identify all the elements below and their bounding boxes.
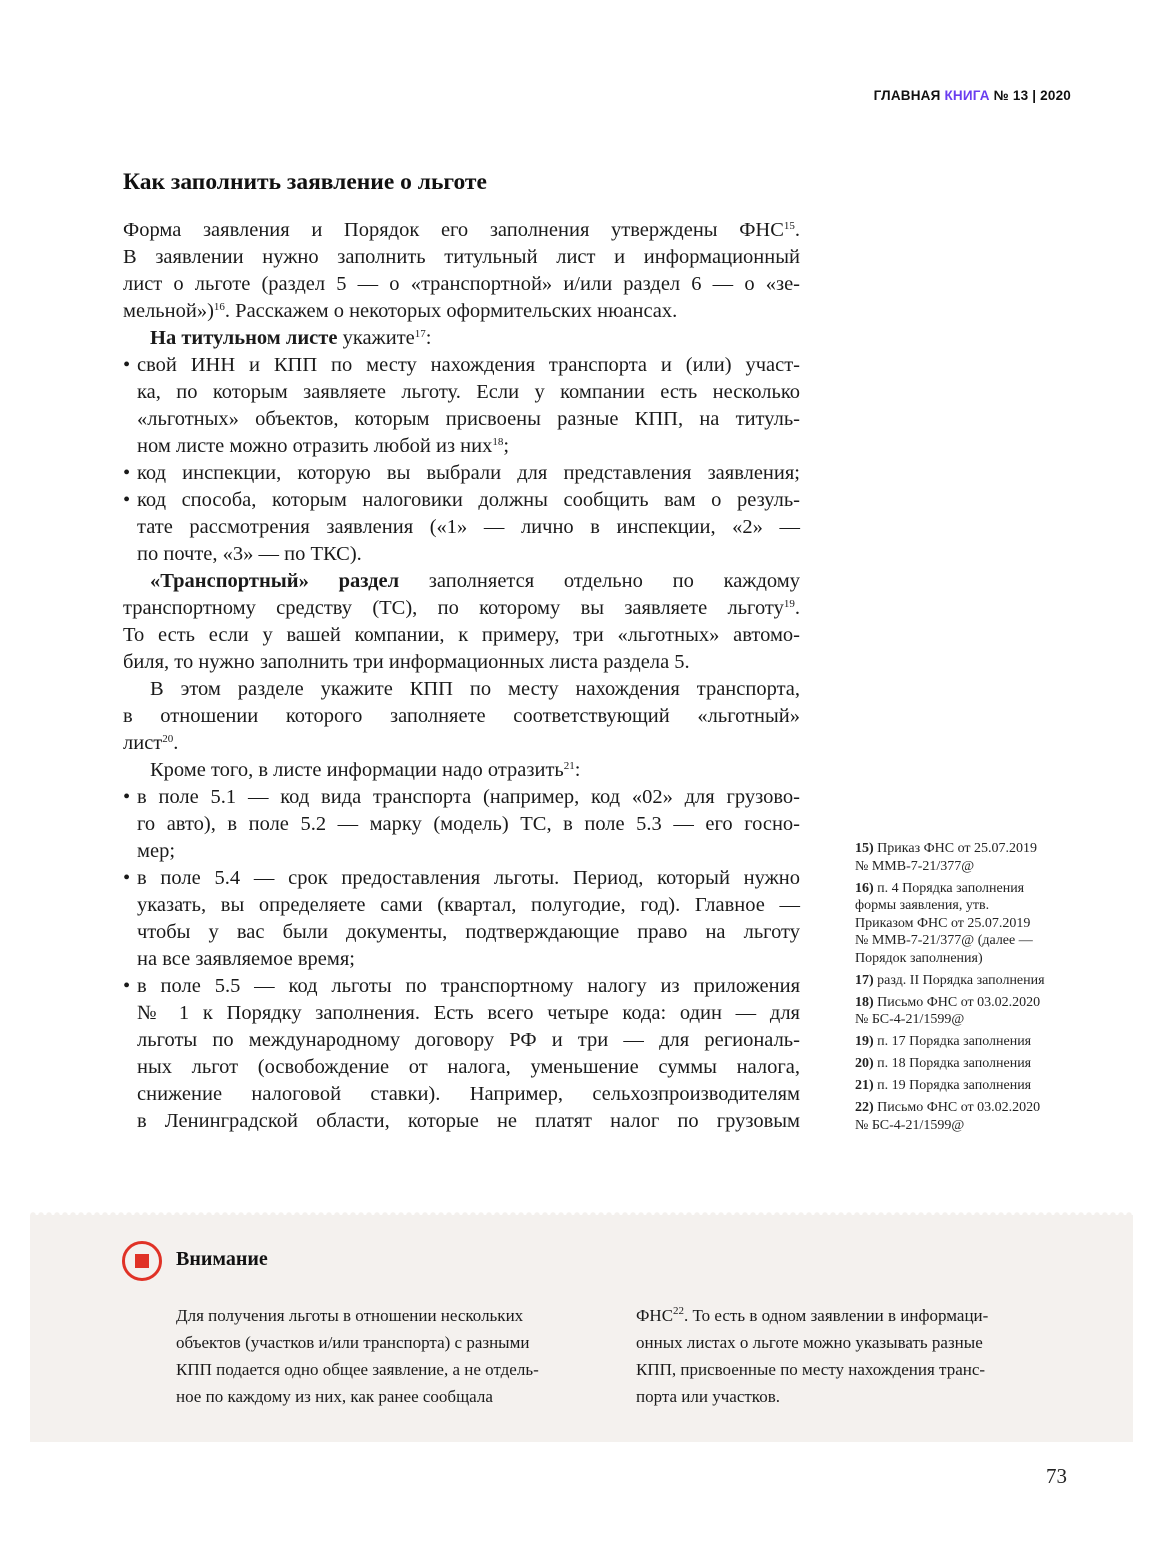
body-line [123, 865, 800, 892]
warning-line: порта или участков. [636, 1387, 780, 1406]
text-run: . [173, 732, 179, 754]
text-run: в отношении которого заполняете соответствующий «льготный» [123, 705, 800, 727]
text-run: по почте, «3» — по ТКС). [137, 543, 362, 565]
body-line [123, 460, 800, 487]
footnote-text: № ММВ-7-21/377@ (далее — [855, 933, 1033, 948]
text-run: № 1 к Порядку заполнения. Есть всего четыре кода: один — для [137, 1002, 800, 1024]
footnote [855, 880, 1080, 968]
body-line [123, 1054, 800, 1081]
warning-line: объектов (участков и/или транспорта) с разными [176, 1333, 530, 1352]
footnote [855, 1055, 1080, 1073]
body-line [123, 514, 800, 541]
footnote-text: формы заявления, утв. [855, 898, 990, 913]
body-line [123, 433, 800, 460]
footnote-text: п. 17 Порядка заполнения [877, 1034, 1032, 1049]
body-line [123, 217, 800, 244]
footnote-text: п. 4 Порядка заполнения [877, 880, 1025, 896]
footnote-number: 20) [855, 1056, 874, 1071]
body-line [123, 649, 800, 676]
text-run: лист [123, 732, 163, 754]
footnote-number: 15) [855, 841, 874, 856]
text-run: «льготных» объектов, которым присвоены разные КПП, на титуль- [137, 408, 800, 430]
body-line [123, 703, 800, 730]
footnote-text: п. 19 Порядка заполнения [877, 1078, 1032, 1093]
stop-icon [122, 1241, 162, 1281]
footnotes [855, 840, 1080, 1139]
brand-part-1: ГЛАВНАЯ [873, 88, 941, 103]
text-run: в поле 5.1 — код вида транспорта (например, код «02» для грузово- [137, 786, 800, 808]
footnote-number: 21) [855, 1078, 874, 1093]
footnote [855, 972, 1080, 990]
body-line [123, 622, 800, 649]
footnote-text: № БС-4-21/1599@ [855, 1012, 965, 1027]
footnote-text: Порядок заполнения) [855, 950, 983, 966]
page-number: 73 [1046, 1464, 1067, 1488]
text-run: ных льгот (освобождение от налога, уменьшение суммы налога, [137, 1056, 800, 1078]
footnote-text: разд. II Порядка заполнения [877, 972, 1045, 988]
warning-column-2 [636, 1302, 1066, 1410]
footnote-ref: 20 [162, 733, 174, 745]
warning-line: ное по каждому из них, как ранее сообщала [176, 1387, 493, 1406]
bullet-marker: • [123, 462, 131, 484]
text-run: . Расскажем о некоторых оформительских нюансах. [224, 300, 678, 322]
text-run: заполняется отдельно по каждому [399, 570, 800, 592]
footnote [855, 1033, 1080, 1051]
footnote-number: 16) [855, 880, 874, 896]
text-run: чтобы у вас были документы, подтверждающие право на льготу [137, 921, 800, 943]
text-run: указать, вы определяете сами (квартал, полугодие, год). Главное — [137, 894, 800, 916]
section-title: Как заполнить заявление о льготе [123, 169, 487, 195]
text-run: ка, по которым заявляете льготу. Если у компании есть несколько [137, 381, 800, 403]
warning-line: КПП подается одно общее заявление, а не отдель- [176, 1360, 539, 1379]
body-line [123, 946, 800, 973]
body-line [123, 784, 800, 811]
footnote-text: Приказ ФНС от 25.07.2019 [877, 841, 1038, 856]
body-line [123, 838, 800, 865]
text-run: свой ИНН и КПП по месту нахождения транспорта и (или) участ- [137, 354, 800, 376]
footnote-ref: 18 [492, 436, 504, 448]
text-run: в поле 5.4 — срок предоставления льготы. Период, который нужно [137, 867, 800, 889]
text-run: код способа, которым налоговики должны сообщить вам о резуль- [137, 489, 800, 511]
body-line [123, 244, 800, 271]
text-run: То есть если у вашей компании, к примеру, три «льготных» автомо- [123, 624, 800, 646]
bold-run: «Транспортный» раздел [150, 570, 400, 592]
bullet-marker: • [123, 354, 131, 376]
text-run: : [425, 327, 432, 349]
body-line [123, 730, 800, 757]
body-line [123, 271, 800, 298]
text-run: лист о льготе (раздел 5 — о «транспортной» и/или раздел 6 — о «зе- [123, 273, 800, 295]
text-run: тате рассмотрения заявления («1» — лично в инспекции, «2» — [137, 516, 800, 538]
body-line [123, 298, 800, 325]
warning-line: ФНС$^{22}$. То есть в одном заявлении в информаци- [636, 1305, 989, 1325]
warning-column-1 [176, 1302, 606, 1410]
footnote-number: 22) [855, 1100, 874, 1115]
footnote [855, 1099, 1080, 1134]
body-line [123, 352, 800, 379]
footnote-text: Письмо ФНС от 03.02.2020 [877, 1100, 1041, 1115]
warning-line: КПП, присвоенные по месту нахождения транс- [636, 1360, 986, 1379]
footnote-number: 17) [855, 972, 874, 988]
bullet-marker: • [123, 975, 131, 997]
text-run: укажите [337, 327, 415, 349]
footnote [855, 840, 1080, 875]
body-line [123, 973, 800, 1000]
body-line [123, 325, 800, 352]
text-run: мер; [137, 840, 176, 862]
body-line [123, 757, 800, 784]
body-line [123, 1027, 800, 1054]
footnote-text: № БС-4-21/1599@ [855, 1117, 965, 1133]
text-run: Кроме того, в листе информации надо отразить [150, 759, 564, 781]
text-run: снижение налоговой ставки). Например, сельхозпроизводителям [137, 1083, 800, 1105]
running-header [874, 88, 1071, 103]
footnote-text: № ММВ-7-21/377@ [855, 858, 975, 874]
warning-line: Для получения льготы в отношении нескольких [176, 1306, 524, 1325]
text-run: . [794, 597, 800, 619]
body-line [123, 568, 800, 595]
text-run: В заявлении нужно заполнить титульный лист и информационный [123, 246, 800, 268]
text-run: биля, то нужно заполнить три информационных листа раздела 5. [123, 651, 690, 673]
text-run: мельной») [123, 300, 214, 322]
body-line [123, 1081, 800, 1108]
brand-part-2: КНИГА [944, 88, 990, 103]
text-run: льготы по международному договору РФ и три — для региональ- [137, 1029, 800, 1051]
footnote-text: Письмо ФНС от 03.02.2020 [877, 994, 1041, 1010]
body-line [123, 487, 800, 514]
warning-title: Внимание [176, 1248, 268, 1270]
body-line [123, 892, 800, 919]
footnote-ref: 21 [563, 760, 575, 772]
bullet-marker: • [123, 786, 131, 808]
issue-number: № 13 | 2020 [993, 88, 1071, 103]
text-run: код инспекции, которую вы выбрали для представления заявления; [137, 462, 800, 484]
text-run: В этом разделе укажите КПП по месту нахождения транспорта, [150, 678, 800, 700]
body-line [123, 1000, 800, 1027]
text-run: в поле 5.5 — код льготы по транспортному налогу из приложения [137, 975, 800, 997]
body-line [123, 811, 800, 838]
text-run: в Ленинградской области, которые не платят налог по грузовым [137, 1110, 800, 1132]
footnote-ref: 16 [213, 301, 225, 313]
footnote-text: Приказом ФНС от 25.07.2019 [855, 915, 1031, 931]
warning-line: онных листах о льготе можно указывать разные [636, 1333, 983, 1352]
bold-run: На титульном листе [150, 327, 338, 349]
footnote-ref: 17 [414, 328, 426, 340]
footnote-ref: 15 [783, 220, 795, 232]
footnote-number: 18) [855, 994, 874, 1010]
body-line [123, 595, 800, 622]
text-run: транспортному средству (ТС), по которому вы заявляете льготу [123, 597, 784, 619]
bullet-marker: • [123, 489, 131, 511]
warning-box [30, 1215, 1133, 1442]
body-line [123, 919, 800, 946]
body-text [123, 217, 800, 1135]
text-run: го авто), в поле 5.2 — марку (модель) ТС, в поле 5.3 — его госно- [137, 813, 800, 835]
body-line [123, 541, 800, 568]
text-run: на все заявляемое время; [137, 948, 355, 970]
text-run: . [794, 219, 800, 241]
footnote-ref: 19 [783, 598, 795, 610]
body-line [123, 1108, 800, 1135]
body-line [123, 406, 800, 433]
bullet-marker: • [123, 867, 131, 889]
footnote-text: п. 18 Порядка заполнения [877, 1056, 1032, 1071]
text-run: Форма заявления и Порядок его заполнения утверждены ФНС [123, 219, 784, 241]
body-line [123, 676, 800, 703]
text-run: : [574, 759, 581, 781]
footnote [855, 1077, 1080, 1095]
footnote-number: 19) [855, 1034, 874, 1049]
footnote [855, 994, 1080, 1029]
body-line [123, 379, 800, 406]
text-run: ном листе можно отразить любой из них [137, 435, 493, 457]
text-run: ; [503, 435, 510, 457]
